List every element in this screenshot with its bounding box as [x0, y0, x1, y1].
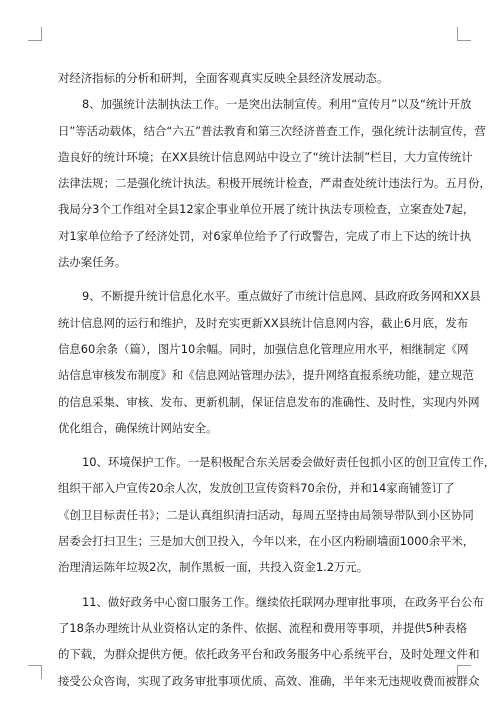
- text-line: 居委会打扫卫生；三是加大创卫投入，今年以来，在小区内粉刷墙面1000余平米，: [58, 534, 475, 549]
- paragraph-item-9: [58, 283, 481, 441]
- page-corner-mark-bottom-left: [28, 665, 42, 679]
- document-body: [58, 65, 496, 694]
- text-line: 统计信息网的运行和维护，及时充实更新XX县统计信息网内容，截止6月底，发布: [58, 315, 469, 330]
- text-line: 11、做好政务中心窗口服务工作。继续依托联网办理审批事项，在政务平台公布: [82, 594, 484, 609]
- text-line: 了18条办理统计从业资格认定的条件、依据、流程和费用等事项，并提供5种表格: [58, 620, 468, 635]
- page-corner-mark-top-right: [457, 27, 471, 41]
- text-line: 日”等活动载体，结合“六五”普法教育和第三次经济普查工作，强化统计法制宣传，营: [58, 123, 486, 138]
- text-line: 治理清运陈年垃圾2次，制作黑板一面，共投入资金1.2万元。: [58, 560, 369, 575]
- text-line: 10、环境保护工作。一是积极配合东关居委会做好责任包抓小区的创卫宣传工作，: [82, 455, 496, 470]
- text-line: 优化组合，确保统计网站安全。: [58, 420, 218, 435]
- text-line: 站信息审核发布制度》和《信息网站管理办法》，提升网络直报系统功能，建立规范: [58, 368, 474, 383]
- text-line: 我局分3个工作组对全县12家企事业单位开展了统计执法专项检查，立案查处7起，: [58, 202, 475, 217]
- text-line: 《创卫目标责任书》；二是认真组织清扫活动，每周五坚持由局领导带队到小区协同: [58, 507, 474, 522]
- text-line: 的信息采集、审核、发布、更新机制，保证信息发布的准确性、及时性，实现内外网: [58, 394, 480, 409]
- paragraph-item-11: [58, 589, 484, 694]
- paragraph-item-8: [58, 91, 491, 275]
- paragraph-continuation: [58, 65, 444, 91]
- text-line: 信息60余条（篇），图片10余幅。同时，加强信息化管理应用水平，相继制定《网: [58, 341, 469, 356]
- text-line: 8、加强统计法制执法工作。一是突出法制宣传。利用“宣传月”以及“统计开放: [82, 97, 472, 112]
- text-line: 接受公众咨询，实现了政务审批事项优质、高效、准确，半年来无违规收费而被群众: [58, 673, 480, 688]
- text-line: 的下载，为群众提供方便。依托政务平台和政务服务中心系统平台，及时处理文件和: [58, 647, 480, 662]
- text-line: 组织干部入户宣传20余人次，发放创卫宣传资料70余份，并和14家商铺签订了: [58, 481, 455, 496]
- text-line: 法办案任务。: [58, 255, 127, 270]
- text-line: 9、不断提升统计信息化水平。重点做好了市统计信息网、县政府政务网和XX县: [82, 289, 481, 304]
- text-line: 造良好的统计环境；在XX县统计信息网站中设立了“统计法制”栏目，大力宣传统计: [58, 149, 473, 164]
- paragraph-item-10: [58, 449, 496, 580]
- page-corner-mark-top-left: [28, 27, 42, 41]
- text-line: 对1家单位给予了经济处罚，对6家单位给予了行政警告，完成了市上下达的统计执: [58, 228, 472, 243]
- text-line: 法律法规；二是强化统计执法。积极开展统计检查，严肃查处统计违法行为。五月份，: [58, 176, 491, 191]
- text-line: 对经济指标的分析和研判，全面客观真实反映全县经济发展动态。: [58, 71, 389, 85]
